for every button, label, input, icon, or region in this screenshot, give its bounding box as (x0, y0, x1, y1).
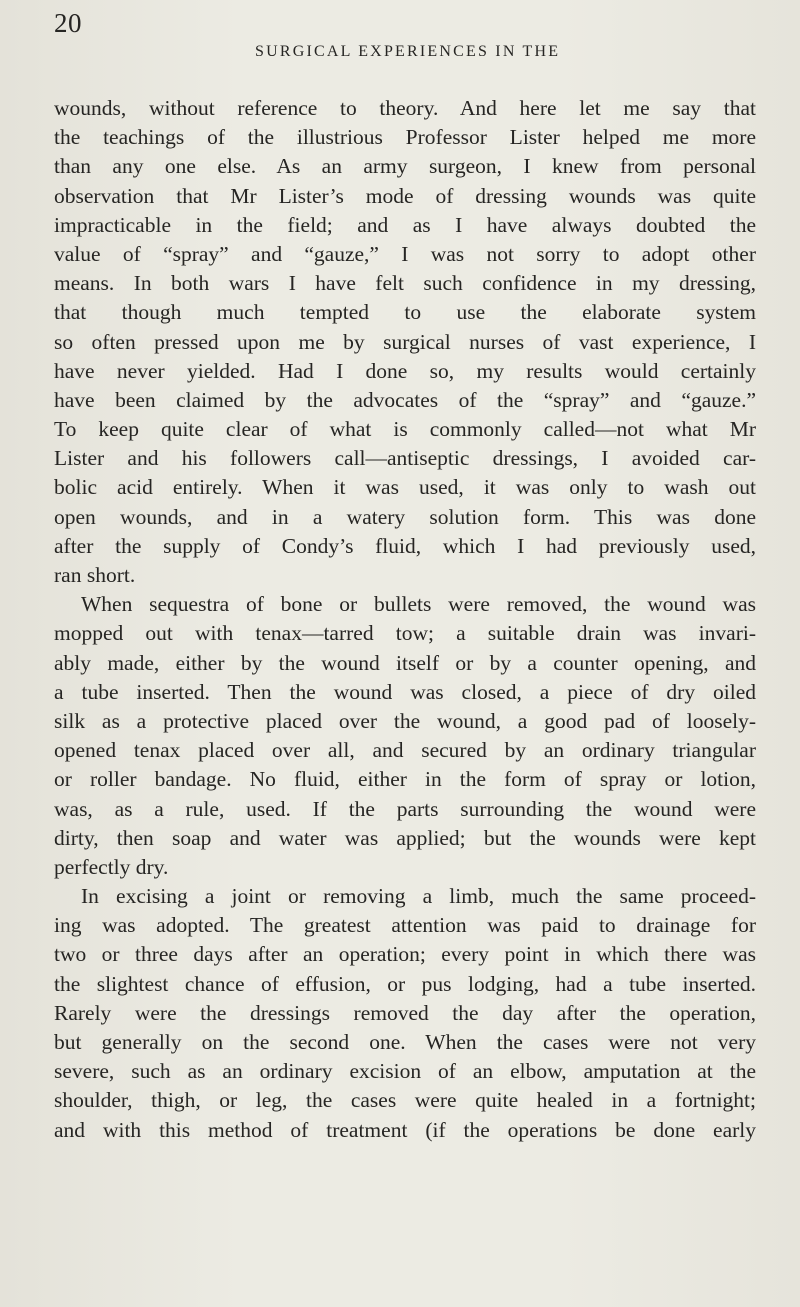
paragraph-1 (54, 94, 756, 590)
text-line: When sequestra of bone or bullets were removed, the wound was (81, 592, 756, 617)
text-line: have been claimed by the advocates of the “spray” and “gauze.” (54, 387, 756, 412)
text-line: the teachings of the illustrious Professor Lister helped me more (54, 125, 756, 150)
text-line: bolic acid entirely. When it was used, it was only to wash out (54, 475, 756, 500)
text-line: have never yielded. Had I done so, my results would certainly (54, 358, 756, 383)
text-line: that though much tempted to use the elaborate system (54, 300, 756, 325)
text-line: was, as a rule, used. If the parts surrounding the wound were (54, 796, 756, 821)
page-number: 20 (54, 8, 82, 38)
text-line: silk as a protective placed over the wound, a good pad of loosely- (54, 708, 756, 733)
text-line: but generally on the second one. When the cases were not very (54, 1030, 756, 1054)
text-line: so often pressed upon me by surgical nurses of vast experience, I (54, 329, 756, 354)
text-line: impracticable in the field; and as I have always doubted the (54, 212, 756, 237)
text-line: Rarely were the dressings removed the day after the operation, (54, 1000, 756, 1025)
text-line: In excising a joint or removing a limb, much the same proceed- (81, 884, 756, 909)
running-head: SURGICAL EXPERIENCES IN THE (255, 43, 561, 60)
text-line: observation that Mr Lister’s mode of dressing wounds was quite (54, 183, 756, 208)
body-text (54, 94, 756, 1145)
text-line: value of “spray” and “gauze,” I was not sorry to adopt other (54, 241, 756, 266)
paragraph-2 (54, 590, 756, 882)
text-line: Lister and his followers call—antiseptic dressings, I avoided car- (54, 446, 756, 471)
text-line: wounds, without reference to theory. And here let me say that (54, 96, 756, 120)
text-line: ran short. (54, 563, 136, 587)
text-line: and with this method of treatment (if the operations be done early (54, 1117, 756, 1142)
text-line: shoulder, thigh, or leg, the cases were quite healed in a fortnight; (54, 1088, 756, 1113)
text-line: two or three days after an operation; every point in which there was (54, 942, 756, 967)
text-line: after the supply of Condy’s fluid, which I had previously used, (54, 533, 756, 558)
text-line: means. In both wars I have felt such confidence in my dressing, (54, 271, 756, 296)
text-line: than any one else. As an army surgeon, I knew from personal (54, 154, 756, 179)
text-line: ably made, either by the wound itself or by a counter opening, and (54, 650, 756, 675)
text-line: opened tenax placed over all, and secured by an ordinary triangular (54, 738, 756, 763)
text-line: dirty, then soap and water was applied; but the wounds were kept (54, 825, 756, 850)
paragraph-3 (54, 882, 756, 1145)
text-line: To keep quite clear of what is commonly called—not what Mr (54, 417, 756, 442)
text-line: or roller bandage. No fluid, either in the form of spray or lotion, (54, 767, 756, 792)
text-line: perfectly dry. (54, 854, 169, 879)
text-line: open wounds, and in a watery solution form. This was done (54, 504, 756, 529)
text-line: ing was adopted. The greatest attention was paid to drainage for (54, 913, 756, 938)
text-line: mopped out with tenax—tarred tow; a suitable drain was invari- (54, 621, 756, 646)
text-line: the slightest chance of effusion, or pus lodging, had a tube inserted. (54, 971, 756, 996)
text-line: severe, such as an ordinary excision of an elbow, amputation at the (54, 1059, 756, 1084)
text-line: a tube inserted. Then the wound was closed, a piece of dry oiled (54, 679, 756, 704)
